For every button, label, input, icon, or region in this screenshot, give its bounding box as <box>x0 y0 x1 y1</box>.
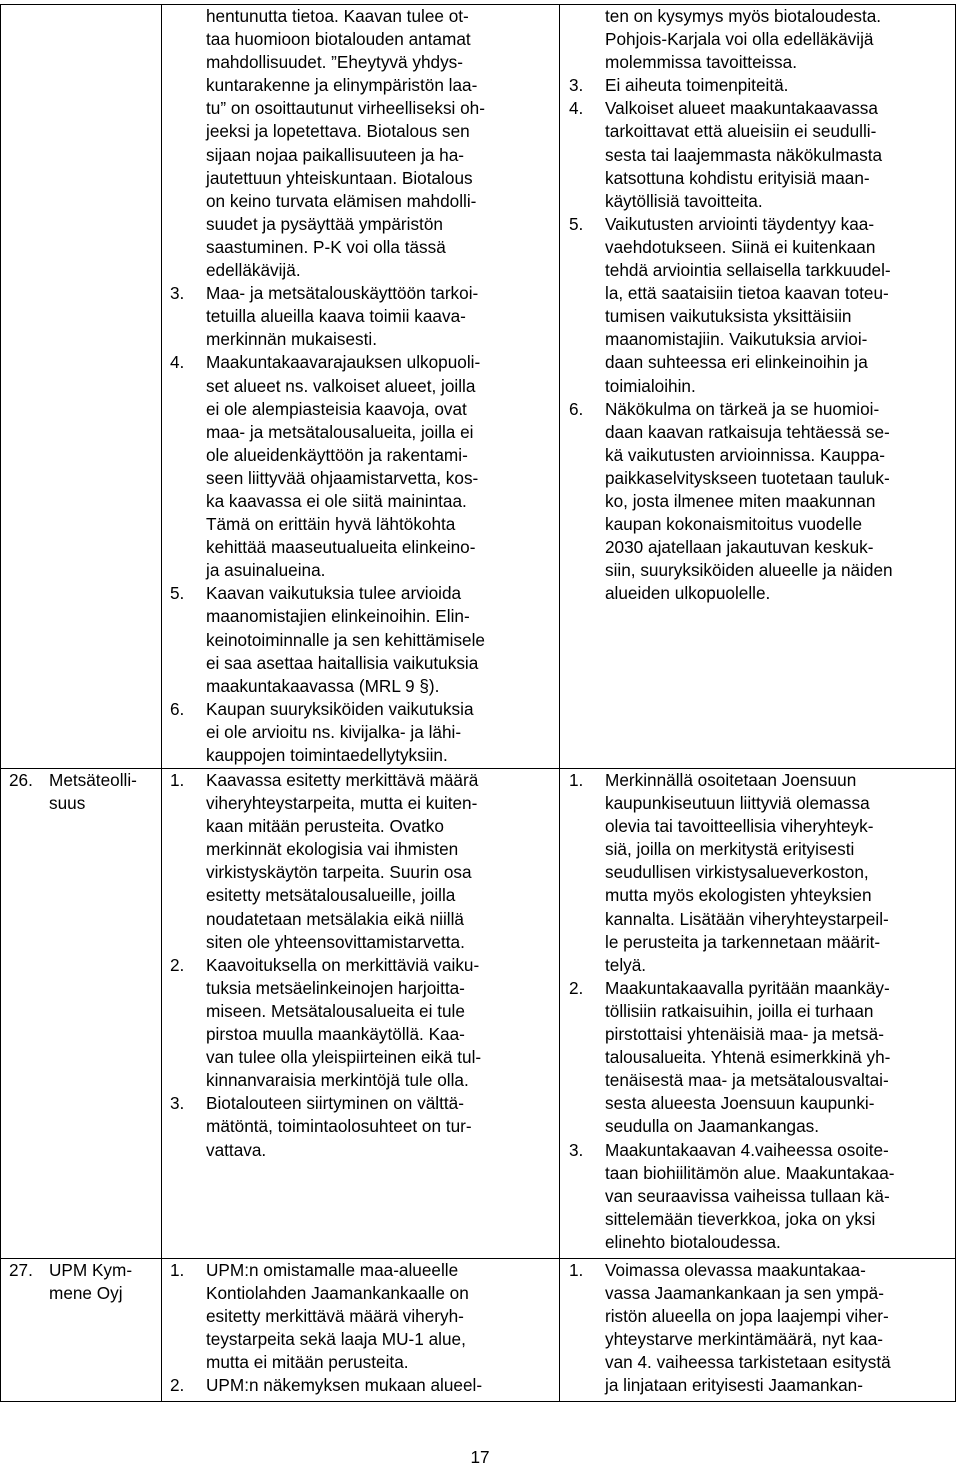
text-line: van tulee olla yleispiirteinen eikä tul- <box>206 1047 482 1068</box>
table-row <box>1 5 956 769</box>
item-text <box>206 1374 553 1397</box>
text-line: la, että saataisiin tietoa kaavan toteu- <box>605 283 889 304</box>
table-row <box>1 1259 956 1402</box>
text-line: Merkinnällä osoitetaan Joensuun <box>605 770 857 790</box>
text-line: Maakuntakaavarajauksen ulkopuoli- <box>206 352 481 373</box>
item-text <box>605 74 949 97</box>
text-line: Kaavassa esitetty merkittävä määrä <box>206 770 479 790</box>
text-line: merkinnän mukaisesti. <box>206 329 377 350</box>
text-line: maa- ja metsätalousalueita, joilla ei <box>206 421 474 442</box>
text-line: hentunutta tietoa. Kaavan tulee ot- <box>206 6 469 26</box>
item-text <box>605 1139 949 1254</box>
text-line: Ei aiheuta toimenpiteitä. <box>605 75 789 96</box>
text-line: sesta tai laajemmasta näkökulmasta <box>605 144 883 165</box>
comment-cell <box>162 5 560 769</box>
item-text <box>206 769 553 954</box>
text-line: Kontiolahden Jaamankankaalle on <box>206 1283 469 1304</box>
text-line: Valkoiset alueet maakuntakaavassa <box>605 98 878 119</box>
item-text <box>206 351 553 582</box>
list-item <box>569 977 949 1139</box>
text-line: keinotoiminnalle ja sen kehittämisele <box>206 629 485 650</box>
text-line: siin, suuryksiköiden alueelle ja näiden <box>605 560 893 581</box>
item-number: 4. <box>569 98 584 119</box>
text-line: seen liittyvää ohjaamistarvetta, kos- <box>206 467 479 488</box>
text-line: saastuminen. P-K voi olla tässä <box>206 236 446 257</box>
text-line: kehittää maaseutualueita elinkeino- <box>206 537 476 558</box>
commenter-cell <box>1 769 162 1259</box>
text-line: ka kaavassa ei ole siitä mainintaa. <box>206 490 467 511</box>
item-number: 3. <box>569 75 584 96</box>
text-line: tetuilla alueilla kaava toimii kaava- <box>206 306 466 327</box>
list-item <box>170 582 553 697</box>
item-number: 3. <box>170 1093 185 1114</box>
item-number: 1. <box>569 1260 584 1280</box>
text-line: pirstottaisi yhtenäisiä maa- ja metsä- <box>605 1024 884 1045</box>
page-number: 17 <box>470 1447 490 1467</box>
text-line: virkistyskäytön tarpeita. Suurin osa <box>206 862 472 883</box>
text-line: mene Oyj <box>49 1283 123 1304</box>
text-line: viheryhteystarpeita, mutta ei kuiten- <box>206 793 478 814</box>
text-line: vattava. <box>206 1139 267 1160</box>
text-line: tarkoittavat että alueisiin ei seudulli- <box>605 121 877 142</box>
text-line: kinnanvaraisia merkintöjä tule olla. <box>206 1070 469 1091</box>
text-line: siä, joilla on merkitystä erityisesti <box>605 839 855 860</box>
text-line: esitetty merkittävä määrä viheryh- <box>206 1306 464 1327</box>
commenter-cell <box>1 1259 162 1402</box>
text-line: sesta alueesta Joensuun kaupunki- <box>605 1093 875 1114</box>
item-number: 5. <box>170 583 185 604</box>
item-text <box>605 97 949 212</box>
item-text <box>206 282 553 351</box>
text-line: Tämä on erittäin hyvä lähtökohta <box>206 514 456 535</box>
list-item <box>569 213 949 398</box>
text-line: daan kaavan ratkaisuja tehtäessä se- <box>605 421 890 442</box>
text-line: katsottuna kohdistu erityisiä maan- <box>605 167 870 188</box>
item-number: 1. <box>170 1260 185 1280</box>
text-line: maanomistajiin. Vaikutuksia arvioi- <box>605 329 868 350</box>
list-item <box>170 1259 553 1374</box>
item-number: 4. <box>170 352 185 373</box>
list-item <box>170 282 553 351</box>
text-line: sittelemään tieverkkoa, joka on yksi <box>605 1208 876 1229</box>
text-line: siten ole yhteensovittamistarvetta. <box>206 931 465 952</box>
item-number: 2. <box>569 977 584 998</box>
text-line: maanomistajien elinkeinoihin. Elin- <box>206 606 470 627</box>
text-line: tumisen vaikutuksista yksittäisiin <box>605 306 852 327</box>
text-line: pirstoa muulla maankäytöllä. Kaa- <box>206 1024 465 1045</box>
text-line: töllisiin ratkaisuihin, joilla ei turhaan <box>605 1000 874 1021</box>
text-line: mutta myös ekologisten yhteyksien <box>605 885 872 906</box>
text-line: tu” on osoittautunut virheelliseksi oh- <box>206 98 485 119</box>
text-line: alueiden ulkopuolelle. <box>605 583 771 604</box>
list-item <box>569 97 949 212</box>
text-line: vaehdotukseen. Siinä ei kuitenkaan <box>605 236 876 257</box>
list-item <box>569 1139 949 1254</box>
text-line: kauppojen toimintaedellytyksiin. <box>206 745 448 765</box>
text-line: Biotalouteen siirtyminen on välttä- <box>206 1093 464 1114</box>
text-line: le perusteita ja tarkennetaan määrit- <box>605 931 881 952</box>
text-line: Maakuntakaavan 4.vaiheessa osoite- <box>605 1139 889 1160</box>
text-line: talousalueita. Yhtenä esimerkkinä yh- <box>605 1047 891 1068</box>
commenter-number: 27. <box>9 1260 33 1280</box>
item-text <box>206 1259 553 1374</box>
text-line: kä vaikutusten arvioinnissa. Kauppa- <box>605 444 885 465</box>
text-line: van 4. vaiheessa tarkistetaan esitystä <box>605 1352 891 1373</box>
text-line: Kaavan vaikutuksia tulee arvioida <box>206 583 462 604</box>
text-line: UPM Kym- <box>49 1260 133 1280</box>
text-line: esitetty metsätalousalueille, joilla <box>206 885 456 906</box>
text-line: ko, josta ilmenee miten maakunnan <box>605 490 876 511</box>
text-line: suudet ja pysäyttää ympäristön <box>206 213 443 234</box>
item-text <box>206 1092 553 1161</box>
paragraph <box>569 5 949 74</box>
text-line: ole alueidenkäyttöön ja rakentami- <box>206 444 468 465</box>
text-line: kaupunkiseutuun liittyviä olemassa <box>605 793 870 814</box>
text-line: van seuraavissa vaiheissa tullaan kä- <box>605 1185 890 1206</box>
text-line: 2030 ajatellaan jakautuvan keskuk- <box>605 537 874 558</box>
text-line: teystarpeita sekä laaja MU-1 alue, <box>206 1329 466 1350</box>
text-line: vassa Jaamankankaan ja sen ympä- <box>605 1283 884 1304</box>
text-line: daan suhteessa eri elinkeinoihin ja <box>605 352 868 373</box>
text-line: yhteystarve merkintämäärä, nyt kaa- <box>605 1329 883 1350</box>
list-item <box>170 769 553 954</box>
text-line: ja asuinalueina. <box>206 560 326 581</box>
item-text <box>605 398 949 606</box>
text-line: Metsäteolli- <box>49 770 137 790</box>
text-line: ja linjataan erityisesti Jaamankan- <box>605 1375 863 1396</box>
text-line: Pohjois-Karjala voi olla edelläkävijä <box>605 29 874 50</box>
text-line: miseen. Metsätalousalueita ei tule <box>206 1000 465 1021</box>
text-line: Maakuntakaavalla pyritään maankäy- <box>605 977 890 998</box>
text-line: olevia tai tavoitteellisia viheryhteyk- <box>605 816 874 837</box>
text-line: sijaan nojaa paikallisuuteen ja ha- <box>206 144 464 165</box>
commenter <box>9 1259 157 1305</box>
text-line: ei ole alempiasteisia kaavoja, ovat <box>206 398 467 419</box>
response-cell <box>560 5 956 769</box>
text-line: käytöllisiä tavoitteita. <box>605 190 763 211</box>
text-line: on keino turvata elämisen mahdolli- <box>206 190 477 211</box>
list-item <box>170 954 553 1093</box>
list-item <box>170 1374 553 1397</box>
text-line: Näkökulma on tärkeä ja se huomioi- <box>605 398 880 419</box>
text-line: tehdä arviointia sellaisella tarkkuudel- <box>605 260 891 281</box>
text-line: kaan mitään perusteita. Ovatko <box>206 816 444 837</box>
text-line: seudulla on Jaamankangas. <box>605 1116 820 1137</box>
commenter <box>9 769 157 815</box>
text-line: kaupan kokonaismitoitus vuodelle <box>605 514 863 535</box>
item-number: 2. <box>170 1375 185 1396</box>
item-text <box>605 769 949 977</box>
text-line: seudullisen virkistysalueverkoston, <box>605 862 869 883</box>
item-text <box>605 1259 949 1398</box>
text-line: molemmissa tavoitteissa. <box>605 52 797 73</box>
text-line: Vaikutusten arviointi täydentyy kaa- <box>605 213 875 234</box>
response-cell <box>560 769 956 1259</box>
list-item <box>569 769 949 977</box>
list-item <box>569 398 949 606</box>
comment-cell <box>162 1259 560 1402</box>
text-line: mahdollisuudet. ”Eheytyvä yhdys- <box>206 52 463 73</box>
item-number: 6. <box>170 698 185 719</box>
text-line: tenäisestä maa- ja metsätalousvaltai- <box>605 1070 889 1091</box>
text-line: telyä. <box>605 954 647 975</box>
text-line: ei saa asettaa haitallisia vaikutuksia <box>206 652 479 673</box>
comment-cell <box>162 769 560 1259</box>
text-line: kannalta. Lisätään viheryhteystarpeil- <box>605 908 889 929</box>
commenter-number: 26. <box>9 770 33 790</box>
text-line: noudatetaan metsälakia eikä niillä <box>206 908 464 929</box>
text-line: paikkaselvityskseen tuotetaan tauluk- <box>605 467 890 488</box>
text-line: UPM:n näkemyksen mukaan alueel- <box>206 1375 483 1396</box>
commenter-cell <box>1 5 162 769</box>
text-line: taa huomioon biotalouden antamat <box>206 29 471 50</box>
item-number: 1. <box>569 770 584 790</box>
text-line: UPM:n omistamalle maa-alueelle <box>206 1260 459 1280</box>
text-line: ristön alueella on jopa laajempi viher- <box>605 1306 889 1327</box>
text-line: mutta ei mitään perusteita. <box>206 1352 409 1373</box>
item-number: 1. <box>170 770 185 790</box>
paragraph <box>170 5 553 282</box>
text-line: jeeksi ja lopetettava. Biotalous sen <box>206 121 470 142</box>
item-text <box>605 977 949 1139</box>
text-line: Voimassa olevassa maakuntakaa- <box>605 1260 866 1280</box>
item-text <box>605 213 949 398</box>
list-item <box>170 698 553 767</box>
list-item <box>170 1092 553 1161</box>
item-number: 5. <box>569 213 584 234</box>
text-line: edelläkävijä. <box>206 260 301 281</box>
list-item <box>569 74 949 97</box>
text-line: jautettuun yhteiskuntaan. Biotalous <box>206 167 473 188</box>
text-line: maakuntakaavassa (MRL 9 §). <box>206 675 440 696</box>
text-line: tuksia metsäelinkeinojen harjoitta- <box>206 977 465 998</box>
item-number: 3. <box>170 283 185 304</box>
item-text <box>206 954 553 1093</box>
response-cell <box>560 1259 956 1402</box>
item-text <box>206 698 553 767</box>
commenter-name <box>49 769 157 815</box>
item-number: 3. <box>569 1139 584 1160</box>
text-line: Kaupan suuryksiköiden vaikutuksia <box>206 698 474 719</box>
comment-table <box>0 4 956 1402</box>
item-number: 2. <box>170 954 185 975</box>
text-line: elinehto biotaloudessa. <box>605 1231 781 1252</box>
commenter-name <box>49 1259 157 1305</box>
text-line: suus <box>49 793 86 814</box>
text-line: taan biohiilitämön alue. Maakuntakaa- <box>605 1162 895 1183</box>
text-line: kuntarakenne ja elinympäristön laa- <box>206 75 478 96</box>
item-number: 6. <box>569 398 584 419</box>
table-row <box>1 769 956 1259</box>
text-line: Kaavoituksella on merkittäviä vaiku- <box>206 954 480 975</box>
text-line: mätöntä, toimintaolosuhteet on tur- <box>206 1116 472 1137</box>
list-item <box>569 1259 949 1398</box>
text-line: toimialoihin. <box>605 375 696 396</box>
text-line: ei ole arvioitu ns. kivijalka- ja lähi- <box>206 721 462 742</box>
list-item <box>170 351 553 582</box>
text-line: merkinnät ekologisia vai ihmisten <box>206 839 459 860</box>
text-line: Maa- ja metsätalouskäyttöön tarkoi- <box>206 283 479 304</box>
item-text <box>206 582 553 697</box>
text-line: set alueet ns. valkoiset alueet, joilla <box>206 375 476 396</box>
text-line: ten on kysymys myös biotaloudesta. <box>605 6 882 26</box>
